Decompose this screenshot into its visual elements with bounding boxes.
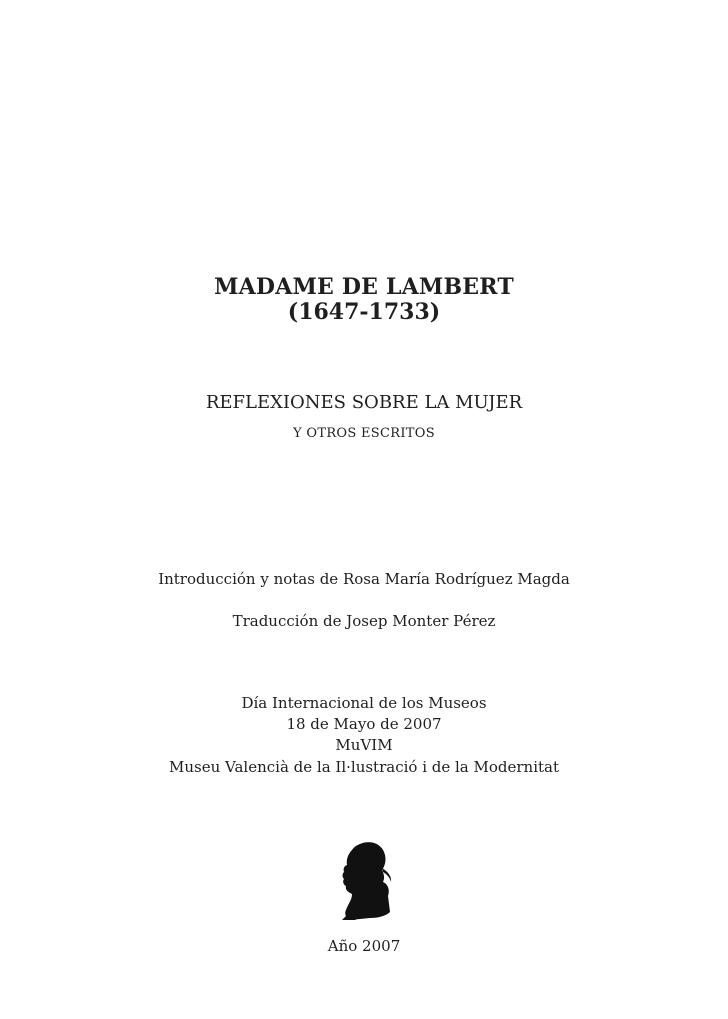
book-title: REFLEXIONES SOBRE LA MUJER	[205, 392, 523, 413]
translation-credit: Traducción de Josep Monter Pérez	[232, 612, 496, 630]
publication-year: Año 2007	[327, 937, 401, 955]
museum-short-name: MuVIM	[335, 736, 393, 754]
event-name: Día Internacional de los Museos	[241, 694, 487, 712]
book-subtitle: Y OTROS ESCRITOS	[293, 426, 435, 441]
introduction-credit: Introducción y notas de Rosa María Rodríguez Magda	[158, 570, 570, 588]
profile-silhouette-icon	[330, 838, 394, 922]
event-date: 18 de Mayo de 2007	[286, 715, 442, 733]
author-dates: (1647-1733)	[287, 299, 441, 325]
author-name: MADAME DE LAMBERT	[214, 274, 514, 300]
museum-full-name: Museu Valencià de la Il·lustració i de la Modernitat	[168, 758, 560, 776]
